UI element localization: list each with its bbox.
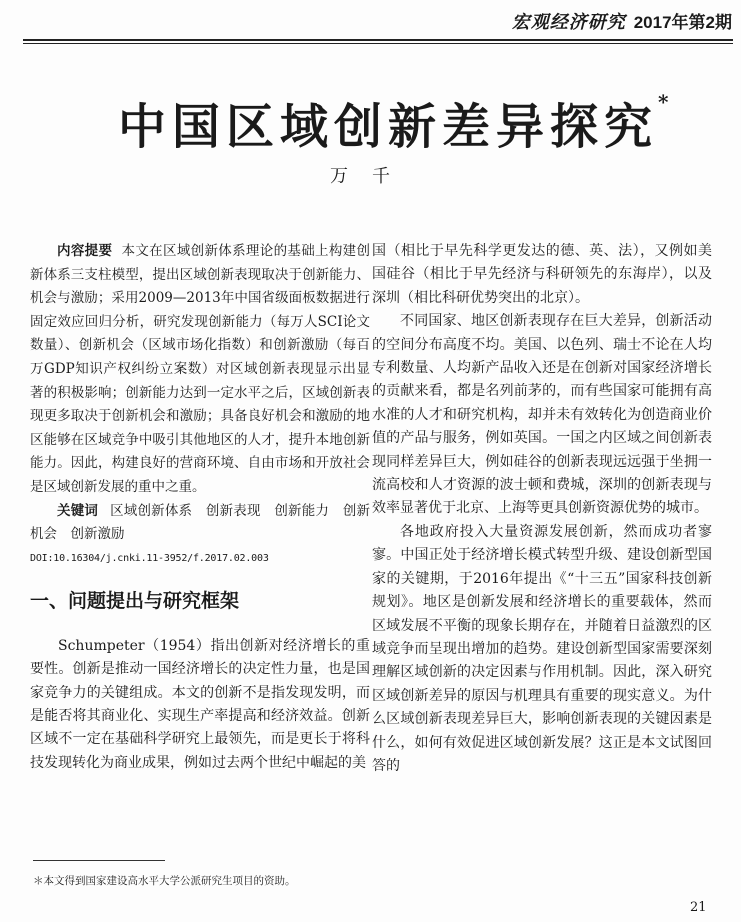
title-footnote-mark: * bbox=[658, 90, 669, 114]
paragraph-3: 各地政府投入大量资源发展创新，然而成功者寥寥。中国正处于经济增长模式转型升级、建设创新型国家的关键期，于2016年提出《“十三五”国家科技创新规划》。地区是创新发展和经济增长的重要载体，然而区域发展不平衡的现象长期存在，并随着日益激烈的区域竞争而呈现出增加的趋势。建设创新型国家需要深刻理解区域创新的决定因素与作用机制。因此，深入研究区域创新差异的原因与机理具有重要的现实意义。为什么区域创新表现差异巨大，影响创新表现的关键因素是什么，如何有效促进区域创新发展？这正是本文试图回答的 bbox=[372, 523, 712, 774]
footnote-rule bbox=[33, 860, 165, 861]
keywords-label: 关键词 bbox=[57, 502, 99, 519]
journal-name: 宏观经济研究 bbox=[511, 12, 626, 33]
abstract bbox=[30, 240, 370, 500]
keywords bbox=[30, 500, 370, 547]
keywords-text: 区域创新体系 创新表现 创新能力 创新机会 创新激励 bbox=[30, 502, 371, 543]
author-name: 万千 bbox=[330, 166, 414, 187]
footnote: ＊本文得到国家建设高水平大学公派研究生项目的资助。 bbox=[33, 875, 296, 887]
paragraph-1: Schumpeter（1954）指出创新对经济增长的重要性。创新是推动一国经济增长的决定性力量，也是国家竞争力的关键组成。本文的创新不是指发现发明，而是能否将其商业化、实现生产率提高和经济效益。创新区域不一定在基础科学研究上最领先，而是更长于将科技发现转化为商业成果，例如过去两个世纪中崛起的美 bbox=[30, 637, 370, 771]
running-header bbox=[470, 8, 732, 34]
title-text: 中国区域创新差异探究 bbox=[118, 99, 659, 155]
left-column bbox=[30, 240, 370, 775]
issue-label: 2017年第2期 bbox=[633, 13, 732, 32]
right-column bbox=[372, 240, 712, 778]
page-number: 21 bbox=[690, 900, 707, 915]
abstract-label: 内容提要 bbox=[57, 243, 113, 259]
paragraph-2: 不同国家、地区创新表现存在巨大差异，创新活动的空间分布高度不均。美国、以色列、瑞士不论在人均专利数量、人均新产品收入还是在创新对国家经济增长的贡献来看，都是名列前茅的，而有些国家可能拥有高水准的人才和研究机构，却并未有效转化为创造商业价值的产品与服务，例如英国。一国之内区域之间创新表现同样差异巨大，例如硅谷的创新表现远远强于坐拥一流高校和人才资源的波士顿和费城，深圳的创新表现与效率显著优于北京、上海等更具创新资源优势的城市。 bbox=[372, 313, 712, 517]
header-rule-thin bbox=[23, 43, 733, 44]
article-title bbox=[118, 88, 668, 157]
abstract-text: 本文在区域创新体系理论的基础上构建创新体系三支柱模型，提出区域创新表现取决于创新能力、机会与激励；采用2009—2013年中国省级面板数据进行固定效应回归分析，研究发现创新能力（每万人SCI论文数量）、创新机会（区域市场化指数）和创新激励（每百万GDP知识产权纠纷立案数）对区域创新表现显示出显著的积极影响；创新能力达到一定水平之后，区域创新表现更多取决于创新机会和激励；具备良好机会和激励的地区能够在区域竞争中吸引其他地区的人才，提升本地创新能力。因此，构建良好的营商环境、自由市场和开放社会是区域创新发展的重中之重。 bbox=[30, 243, 371, 495]
section-heading: 一、问题提出与研究框架 bbox=[30, 589, 240, 612]
doi: DOI:10.16304/j.cnki.11-3952/f.2017.02.003 bbox=[30, 552, 269, 564]
header-rule bbox=[23, 39, 733, 41]
paragraph-1-continued: 国（相比于早先科学更发达的德、英、法），又例如美国硅谷（相比于早先经济与科研领先的东海岸），以及深圳（相比科研优势突出的北京）。 bbox=[372, 243, 712, 306]
